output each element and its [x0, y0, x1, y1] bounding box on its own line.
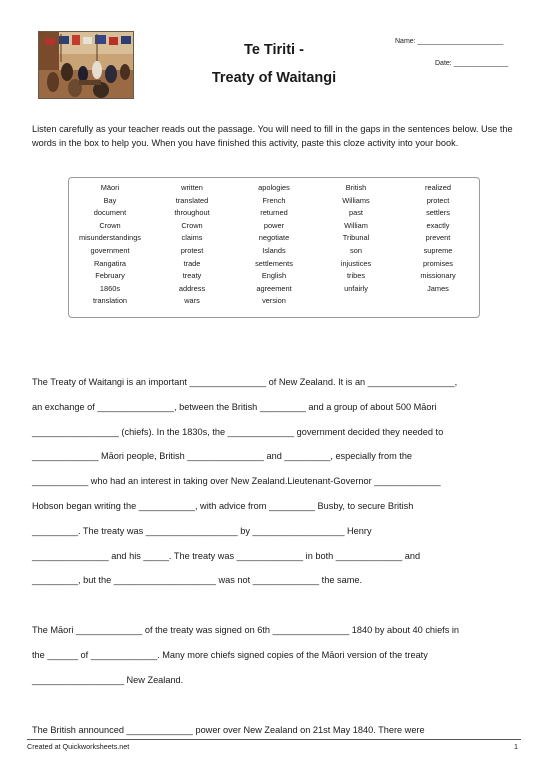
- word-bank-item: supreme: [423, 245, 453, 255]
- page-title-line2: Treaty of Waitangi: [211, 70, 337, 86]
- name-field-label: Name: ______________________: [395, 38, 504, 45]
- word-bank-item: government: [90, 245, 130, 255]
- word-bank-item: misunderstandings: [78, 233, 142, 243]
- cloze-passage: [32, 370, 522, 742]
- word-bank-item: Crown: [181, 220, 203, 230]
- word-bank-item: settlers: [426, 208, 450, 218]
- word-bank-item: British: [345, 183, 367, 192]
- word-bank-item: exactly: [426, 220, 450, 230]
- word-bank-item: missionary: [420, 271, 456, 281]
- passage-line: _________________ (chiefs). In the 1830s, the _____________ government decided they needed to: [32, 426, 444, 437]
- word-bank-item: document: [93, 208, 127, 218]
- word-bank-item: past: [349, 208, 363, 218]
- word-bank-item: agreement: [256, 283, 292, 293]
- word-bank-item: wars: [184, 296, 200, 306]
- passage-line: Hobson began writing the ___________, with advice from _________ Busby, to secure British: [32, 500, 414, 511]
- passage-line: _________. The treaty was __________________ by __________________ Henry: [32, 525, 372, 536]
- word-bank-item: [397, 296, 479, 309]
- word-bank-item: son: [350, 245, 362, 255]
- page-title-line1: Te Tiriti -: [244, 42, 304, 58]
- word-bank-item: trade: [183, 258, 201, 268]
- word-bank-item: address: [178, 283, 206, 293]
- word-bank-item: English: [261, 271, 287, 281]
- passage-line: an exchange of _______________, between the British _________ and a group of about 500 Māori: [32, 401, 437, 412]
- word-bank-item: [315, 296, 397, 309]
- word-bank-item: Islands: [262, 245, 286, 255]
- passage-line: [32, 593, 522, 618]
- word-bank-item: translation: [92, 296, 128, 306]
- page-number: 1: [514, 742, 518, 751]
- word-bank-item: claims: [181, 233, 203, 243]
- word-bank-box: [68, 177, 480, 318]
- word-bank-item: prevent: [425, 233, 451, 243]
- word-bank-item: 1860s: [99, 283, 121, 293]
- word-bank-item: February: [95, 271, 125, 281]
- word-bank-item: settlements: [255, 258, 293, 268]
- passage-line: _______________ and his _____. The treaty was _____________ in both _____________ and: [32, 550, 421, 561]
- word-bank-item: Williams: [342, 195, 370, 205]
- word-bank-grid: [69, 183, 481, 309]
- word-bank-item: realized: [425, 183, 451, 192]
- word-bank-item: Crown: [99, 220, 121, 230]
- word-bank-item: negotiate: [258, 233, 290, 243]
- word-bank-item: treaty: [182, 271, 202, 281]
- passage-line: The Māori _____________ of the treaty was signed on 6th _______________ 1840 by about 40 chiefs in: [32, 625, 460, 636]
- word-bank-item: tribes: [346, 271, 366, 281]
- date-field-label: Date: ______________: [435, 60, 509, 67]
- footer-divider: [27, 739, 521, 740]
- footer-credit: Created at Quickworksheets.net: [27, 742, 130, 751]
- passage-line: The Treaty of Waitangi is an important _______________ of New Zealand. It is an _________________,: [32, 377, 458, 387]
- word-bank-item: William: [344, 220, 368, 230]
- word-bank-item: apologies: [258, 183, 290, 192]
- passage-line: the ______ of _____________. Many more chiefs signed copies of the Māori version of the treaty: [32, 649, 428, 660]
- word-bank-item: Rangatira: [93, 258, 127, 268]
- passage-line: __________________ New Zealand.: [32, 674, 184, 685]
- word-bank-item: French: [262, 195, 286, 205]
- word-bank-item: protest: [180, 245, 204, 255]
- passage-line: The British announced _____________ power over New Zealand on 21st May 1840. There were: [32, 724, 425, 735]
- word-bank-item: written: [181, 183, 203, 192]
- word-bank-item: translated: [175, 195, 209, 205]
- word-bank-item: Bay: [103, 195, 117, 205]
- passage-line: _________, but the ____________________ was not _____________ the same.: [32, 575, 363, 586]
- word-bank-item: unfairly: [344, 283, 368, 293]
- word-bank-item: James: [427, 283, 449, 293]
- word-bank-item: Tribunal: [342, 233, 370, 243]
- passage-line: [32, 693, 522, 718]
- passage-line: ___________ who had an interest in taking over New Zealand.Lieutenant-Governor _____________: [32, 476, 441, 487]
- instructions-text: Listen carefully as your teacher reads out the passage. You will need to fill in the gaps in the sentences below. Use the words in the box to help you. When you have finished this activity, paste this cloze activity into your book.: [32, 124, 513, 148]
- word-bank-item: promises: [423, 258, 453, 268]
- word-bank-item: power: [263, 220, 285, 230]
- word-bank-item: version: [262, 296, 286, 306]
- word-bank-item: protect: [426, 195, 450, 205]
- word-bank-item: Māori: [100, 183, 120, 192]
- word-bank-item: throughout: [174, 208, 210, 218]
- word-bank-item: returned: [260, 208, 288, 218]
- word-bank-item: injustices: [340, 258, 372, 268]
- passage-line: _____________ Māori people, British _______________ and _________, especially from the: [32, 451, 413, 462]
